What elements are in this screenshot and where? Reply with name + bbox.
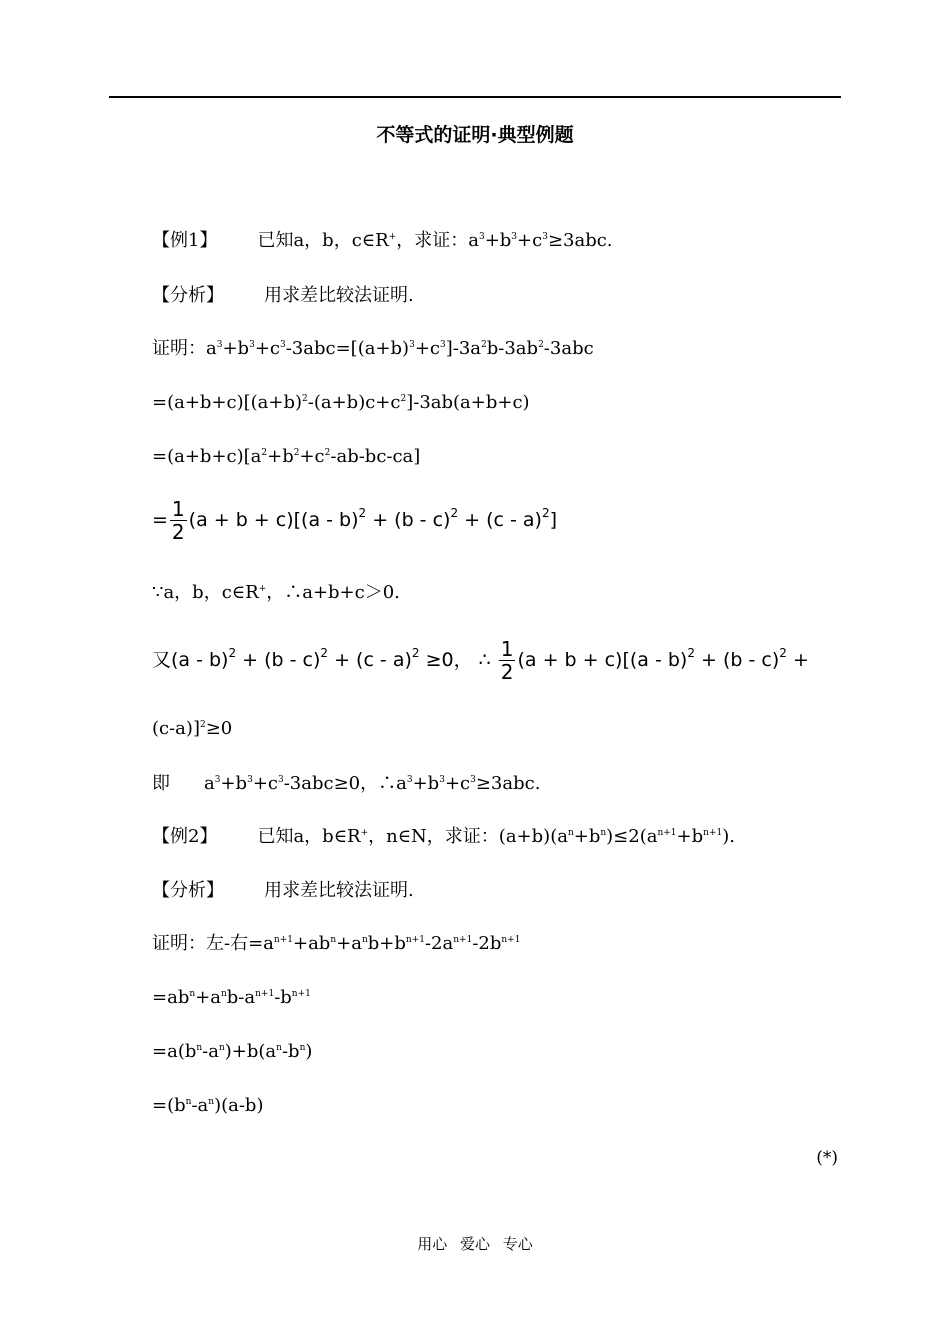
proof-2-line-3: $=a(b^n-a^n)+b(a^n-b^n)$: [152, 1041, 313, 1062]
proof-1-line-3: $=(a+b+c)[a^2+b^2+c^2-ab-bc-ca]$: [152, 446, 421, 467]
proof-2-line-4: $=(b^n-a^n)(a-b)$: [152, 1095, 264, 1116]
proof-2-line-1: 证明：左-右$=a^{n+1}+ab^n+a^nb+b^{n+1}-2a^{n+1}-2b^{n+1}$: [152, 933, 521, 954]
example-2-statement: 【例2】 已知a，b∈R+，n∈N，求证：$(a+b)(a^n+b^n)\le 2(a^{n+1}+b^{n+1})$.: [152, 826, 735, 847]
proof-1-since-line: ∵a，b，c∈R+，∴a+b+c＞0.: [152, 582, 400, 603]
example-1-statement: 【例1】 已知a，b，c∈R+，求证：$a^3+b^3+c^3\ge 3abc$.: [152, 230, 613, 251]
proof-2-line-2: $=ab^n+a^nb-a^{n+1}-b^{n+1}$: [152, 987, 311, 1008]
header-rule: [109, 96, 841, 98]
page-footer: 用心 爱心 专心: [417, 1235, 533, 1253]
analysis-2: 【分析】 用求差比较法证明.: [152, 880, 414, 901]
proof-1-line-2: $=(a+b+c)[(a+b)^2-(a+b)c+c^2]-3ab(a+b+c)$: [152, 392, 530, 413]
proof-1-continuation: (c-a)]$^2$≥0: [152, 718, 233, 739]
proof-1-also-line: 又(a - b)$^2$ + (b - c)$^2$ + (c - a)$^2$ ≥0， ∴ $\frac{1}{2}$ (a + b + c)[(a - b)$^2$ + (b - c)$^2$ +: [152, 637, 809, 684]
proof-1-line-1: 证明：$a^3+b^3+c^3-3abc=[(a+b)^3+c^3]-3a^2b-3ab^2-3abc$: [152, 338, 594, 359]
one-half-fraction: $\frac{1}{2}$: [171, 497, 185, 544]
one-half-fraction: $\frac{1}{2}$: [500, 637, 514, 684]
proof-1-conclusion: 即 $a^3+b^3+c^3-3abc\ge 0$，$\therefore a^3+b^3+c^3\ge 3abc$.: [152, 773, 541, 794]
analysis-1: 【分析】 用求差比较法证明.: [152, 285, 414, 306]
equation-marker: (*): [816, 1148, 838, 1168]
page-title: 不等式的证明·典型例题: [376, 124, 574, 146]
proof-1-fraction-line: = $\frac{1}{2}$ (a + b + c)[(a - b)$^2$ + (b - c)$^2$ + (c - a)$^2$]: [152, 497, 557, 544]
